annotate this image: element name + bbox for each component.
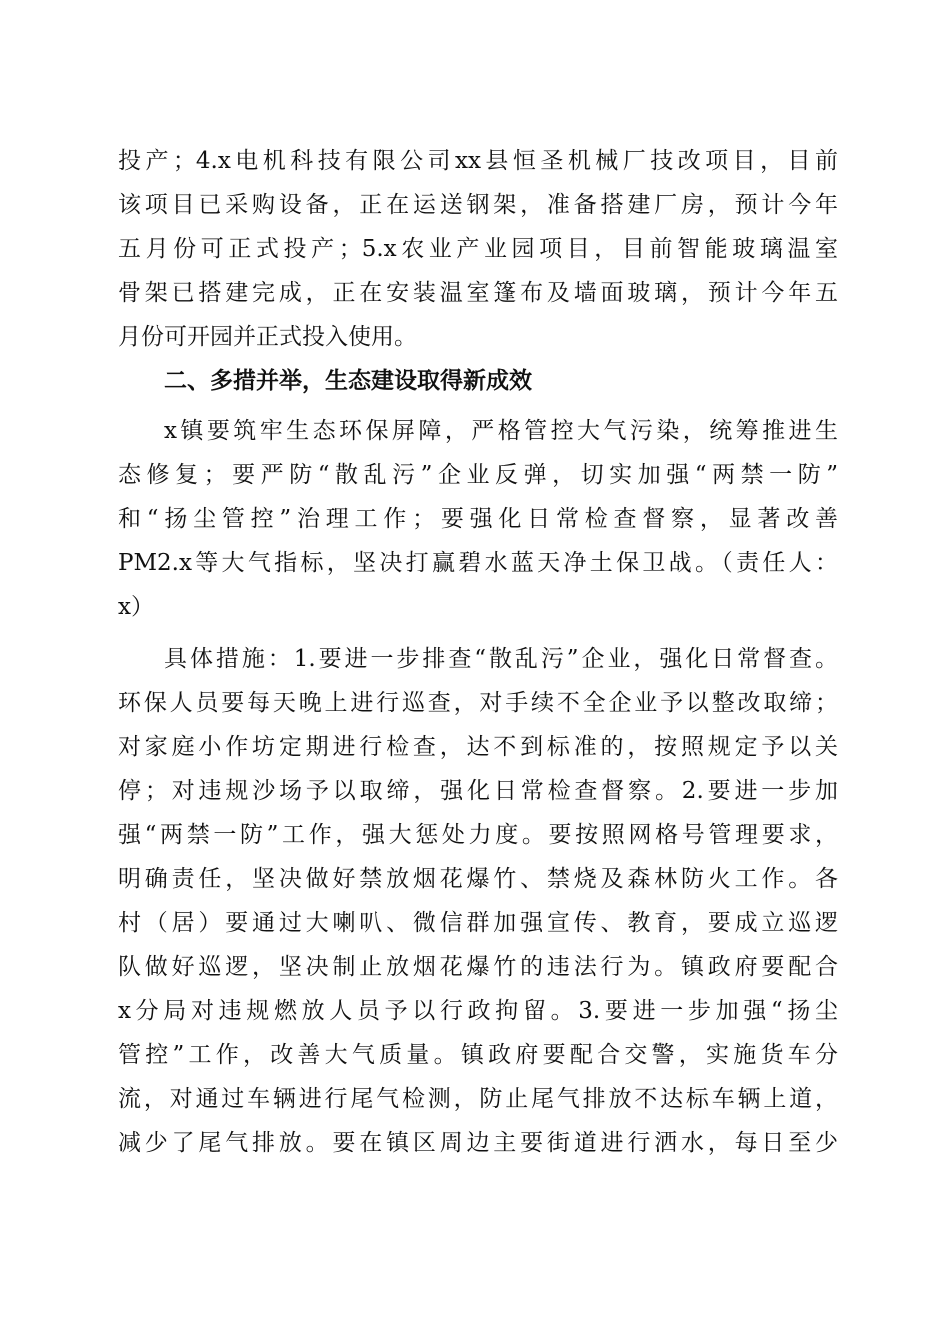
text-line: 该项目已采购设备，正在运送钢架，准备搭建厂房，预计今年 — [118, 192, 838, 218]
text-line: 对家庭小作坊定期进行检查，达不到标准的，按照规定予以关 — [118, 734, 838, 760]
text-line: 具体措施：1.要进一步排查“散乱污”企业，强化日常督查。 — [164, 646, 838, 672]
text-line: 投产；4.x电机科技有限公司xx县恒圣机械厂技改项目，目前 — [118, 148, 838, 174]
text-line: 队做好巡逻，坚决制止放烟花爆竹的违法行为。镇政府要配合 — [118, 954, 838, 980]
section-heading — [118, 359, 838, 403]
continuation-paragraph — [118, 139, 838, 359]
text-line: 环保人员要每天晚上进行巡查，对手续不全企业予以整改取缔； — [118, 690, 838, 716]
text-line: 态修复；要严防“散乱污”企业反弹，切实加强“两禁一防” — [118, 462, 838, 488]
text-line: 月份可开园并正式投入使用。 — [118, 324, 417, 350]
text-line: 村（居）要通过大喇叭、微信群加强宣传、教育，要成立巡逻 — [118, 910, 838, 936]
text-line: 骨架已搭建完成，正在安装温室篷布及墙面玻璃，预计今年五 — [118, 280, 838, 306]
text-line: 和“扬尘管控”治理工作；要强化日常检查督察，显著改善 — [118, 506, 838, 532]
measures-paragraph — [118, 637, 838, 1165]
text-line: x） — [118, 594, 154, 620]
text-line: 管控”工作，改善大气质量。镇政府要配合交警，实施货车分 — [118, 1042, 838, 1068]
text-line: 停；对违规沙场予以取缔，强化日常检查督察。2.要进一步加 — [118, 778, 838, 804]
text-line: x镇要筑牢生态环保屏障，严格管控大气污染，统筹推进生 — [164, 418, 838, 444]
text-line: x分局对违规燃放人员予以行政拘留。3.要进一步加强“扬尘 — [118, 998, 838, 1024]
text-line: 流，对通过车辆进行尾气检测，防止尾气排放不达标车辆上道， — [118, 1086, 838, 1112]
text-line: 减少了尾气排放。要在镇区周边主要街道进行洒水，每日至少 — [118, 1130, 838, 1156]
ecology-paragraph — [118, 409, 838, 629]
text-line: 五月份可正式投产；5.x农业产业园项目，目前智能玻璃温室 — [118, 236, 838, 262]
section-heading-text: 二、多措并举，生态建设取得新成效 — [164, 368, 532, 394]
text-line: 明确责任，坚决做好禁放烟花爆竹、禁烧及森林防火工作。各 — [118, 866, 838, 892]
text-line: 强“两禁一防”工作，强大惩处力度。要按照网格号管理要求， — [118, 822, 838, 848]
text-line: PM2.x等大气指标，坚决打赢碧水蓝天净土保卫战。（责任人： — [118, 550, 838, 576]
